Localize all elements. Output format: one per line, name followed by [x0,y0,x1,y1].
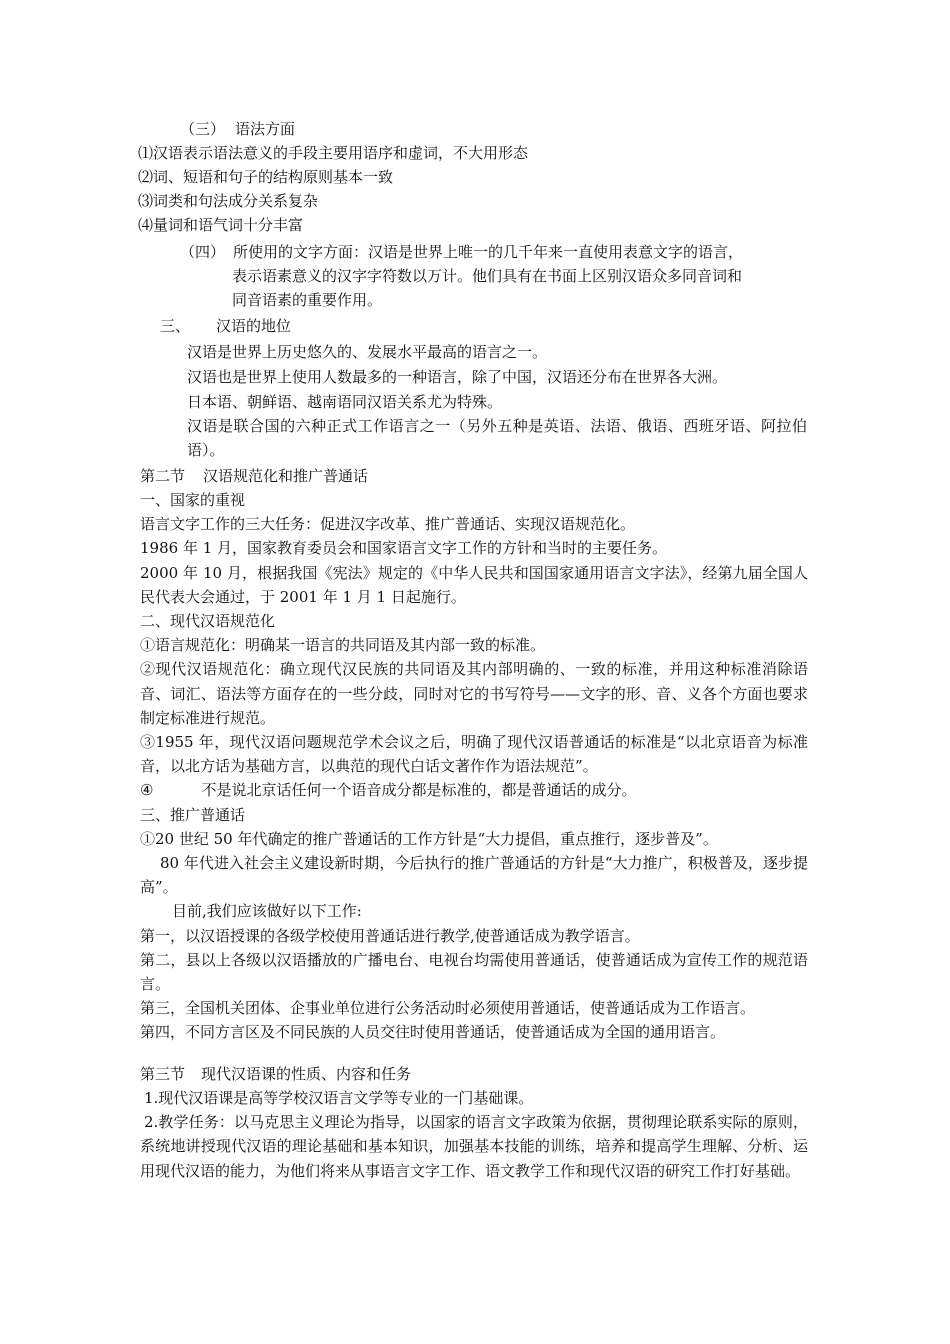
section3-title-text: 现代汉语课的性质、内容和任务 [201,1065,412,1083]
sec3-heading [180,119,295,139]
status-heading [160,316,291,336]
section2-title-num: 第二节 [140,467,186,485]
sec4-continuation-2: 同音语素的重要作用。 [232,291,383,309]
sec3-item-3: ⑶词类和句法成分关系复杂 [138,192,319,210]
section3-para-2: 2.教学任务：以马克思主义理论为指导，以国家的语言文字政策为依据，贯彻理论联系实际的原则，系统地讲授现代汉语的理论基础和基本知识，加强基本技能的训练，培养和提高学生理解、分析、运用现代汉语的能力，为他们将来从事语言文字工作、语文教学工作和现代汉语的研究工作打好基础。 [140,1113,808,1180]
section2-sub1-para-1: 语言文字工作的三大任务：促进汉字改革、推广普通话、实现汉语规范化。 [140,515,636,534]
section2-sub2-para-3: ③1955 年，现代汉语问题规范学术会议之后，明确了现代汉语普通话的标准是“以北京语音为标准音，以北方话为基础方言，以典范的现代白话文著作作为语法规范”。 [140,733,808,776]
section2-sub1-para-2: 1986 年 1 月，国家教育委员会和国家语言文字工作的方针和当时的主要任务。 [140,539,668,558]
section2-sub3-para-2: 80 年代进入社会主义建设新时期，今后执行的推广普通话的方针是“大力推广，积极普及，逐步提高”。 [140,854,808,897]
section2-sub3-para-6: 第三，全国机关团体、企事业单位进行公务活动时必须使用普通话，使普通话成为工作语言。 [140,999,756,1018]
sec3-heading-num: （三） [180,120,226,138]
section2-sub3-para-4: 第一，以汉语授课的各级学校使用普通话进行教学,使普通话成为教学语言。 [140,926,640,945]
status-para-3: 日本语、朝鲜语、越南语同汉语关系尤为特殊。 [187,393,503,411]
sec3-item-2: ⑵词、短语和句子的结构原则基本一致 [138,168,394,186]
section2-sub2-para-2: ②现代汉语规范化：确立现代汉民族的共同语及其内部明确的、一致的标准，并用这种标准消除语音、词汇、语法等方面存在的一些分歧，同时对它的书写符号——文字的形、音、义各个方面也要求制定标准进行规范。 [140,660,808,727]
status-para-2: 汉语也是世界上使用人数最多的一种语言，除了中国，汉语还分布在世界各大洲。 [187,368,728,386]
section2-sub1-heading: 一、国家的重视 [140,491,246,509]
section2-sub2-heading: 二、现代汉语规范化 [140,612,276,631]
section2-title [140,466,368,486]
section3-title [140,1064,411,1084]
section2-sub2-item-4 [140,778,808,802]
section3-body [140,1086,808,1183]
section2-sub2-item-4-text: 不是说北京话任何一个语音成分都是标准的，都是普通话的成分。 [201,781,637,800]
section2-sub2-item-4-num: ④ [140,781,154,800]
section2-sub3-heading: 三、推广普通话 [140,805,246,824]
status-heading-text: 汉语的地位 [216,317,292,335]
sec4-heading [180,242,743,262]
sec3-heading-text: 语法方面 [235,120,296,138]
sec4-heading-num: （四） [180,243,226,261]
sec3-item-1: ⑴汉语表示语法意义的手段主要用语序和虚词，不大用形态 [138,144,529,162]
section2-sub3-para-7: 第四，不同方言区及不同民族的人员交往时使用普通话，使普通话成为全国的通用语言。 [140,1023,726,1042]
section2-title-text: 汉语规范化和推广普通话 [203,467,369,485]
sec3-item-4: ⑷量词和语气词十分丰富 [138,216,304,234]
status-heading-num: 三、 [160,317,191,335]
sec4-heading-text: 所使用的文字方面：汉语是世界上唯一的几千年来一直使用表意文字的语言， [233,243,744,261]
status-para-4: 汉语是联合国的六种正式工作语言之一（另外五种是英语、法语、俄语、西班牙语、阿拉伯语）。 [187,417,807,459]
section2-sub1-para-3: 2000 年 10 月，根据我国《宪法》规定的《中华人民共和国国家通用语言文字法》，经第九届全国人民代表大会通过，于 2001 年 1 月 1 日起施行。 [140,563,808,606]
section2-sub3-para-3: 目前,我们应该做好以下工作: [172,902,362,921]
section2-body-a [140,488,808,1045]
section2-sub3-para-5: 第二，县以上各级以汉语播放的广播电台、电视台均需使用普通话，使普通话成为宣传工作的规范语言。 [140,950,808,994]
status-para-1: 汉语是世界上历史悠久的、发展水平最高的语言之一。 [187,343,548,361]
section2-sub2-para-1: ①语言规范化：明确某一语言的共同语及其内部一致的标准。 [140,636,546,655]
sec4-continuation-1: 表示语素意义的汉字字符数以万计。他们具有在书面上区别汉语众多同音词和 [232,267,743,285]
section3-title-num: 第三节 [140,1065,186,1083]
section2-sub3-para-1: ①20 世纪 50 年代确定的推广普通话的工作方针是“大力提倡，重点推行，逐步普及”。 [140,829,718,848]
section3-para-1: 1.现代汉语课是高等学校汉语言文学等专业的一门基础课。 [144,1089,534,1107]
